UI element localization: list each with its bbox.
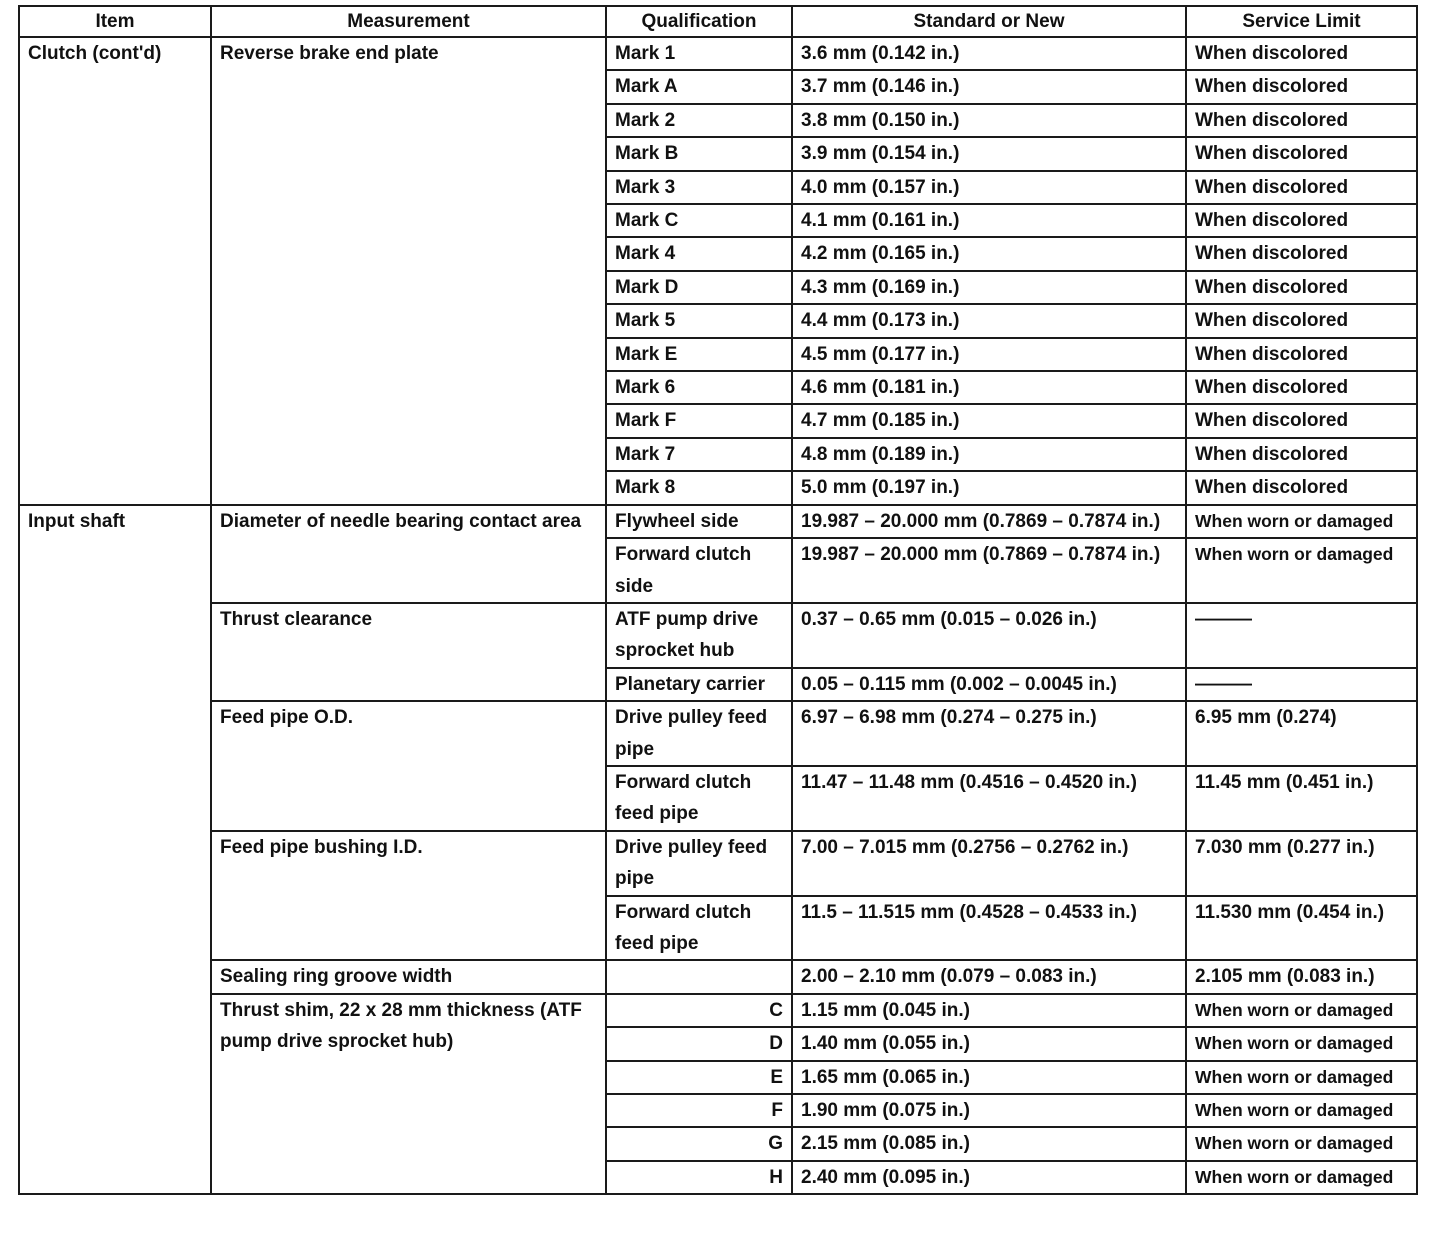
- standard-cell: 2.15 mm (0.085 in.): [792, 1127, 1186, 1160]
- standard-cell: 3.8 mm (0.150 in.): [792, 104, 1186, 137]
- standard-cell: 3.6 mm (0.142 in.): [792, 37, 1186, 70]
- limit-cell: When discolored: [1186, 37, 1417, 70]
- qualification-cell: Mark 8: [606, 471, 792, 504]
- qualification-cell: Mark 6: [606, 371, 792, 404]
- limit-cell: When discolored: [1186, 438, 1417, 471]
- header-item: Item: [19, 6, 211, 37]
- limit-cell: When discolored: [1186, 404, 1417, 437]
- qualification-cell: Forward clutch feed pipe: [606, 766, 792, 831]
- limit-cell: When discolored: [1186, 104, 1417, 137]
- standard-cell: 7.00 – 7.015 mm (0.2756 – 0.2762 in.): [792, 831, 1186, 896]
- standard-cell: 1.15 mm (0.045 in.): [792, 994, 1186, 1027]
- limit-cell: When worn or damaged: [1186, 994, 1417, 1027]
- header-service-limit: Service Limit: [1186, 6, 1417, 37]
- qualification-cell: Drive pulley feed pipe: [606, 701, 792, 766]
- standard-cell: 19.987 – 20.000 mm (0.7869 – 0.7874 in.): [792, 505, 1186, 538]
- header-row: [19, 6, 1417, 37]
- qualification-cell: Mark 2: [606, 104, 792, 137]
- header-measurement: Measurement: [211, 6, 606, 37]
- qualification-cell: G: [606, 1127, 792, 1160]
- qualification-cell: Planetary carrier: [606, 668, 792, 701]
- limit-cell: When discolored: [1186, 70, 1417, 103]
- limit-cell: When discolored: [1186, 371, 1417, 404]
- measurement-cell: Feed pipe bushing I.D.: [211, 831, 606, 961]
- standard-cell: 4.2 mm (0.165 in.): [792, 237, 1186, 270]
- header-standard: Standard or New: [792, 6, 1186, 37]
- qualification-cell: F: [606, 1094, 792, 1127]
- limit-cell: When worn or damaged: [1186, 1061, 1417, 1094]
- qualification-cell: Mark C: [606, 204, 792, 237]
- measurement-cell: Feed pipe O.D.: [211, 701, 606, 831]
- standard-cell: 1.40 mm (0.055 in.): [792, 1027, 1186, 1060]
- standard-cell: 0.05 – 0.115 mm (0.002 – 0.0045 in.): [792, 668, 1186, 701]
- standard-cell: 2.40 mm (0.095 in.): [792, 1161, 1186, 1194]
- qualification-cell: H: [606, 1161, 792, 1194]
- limit-cell: When discolored: [1186, 304, 1417, 337]
- qualification-cell: ATF pump drive sprocket hub: [606, 603, 792, 668]
- table-row: [19, 960, 1417, 993]
- standard-cell: 3.7 mm (0.146 in.): [792, 70, 1186, 103]
- limit-cell: When worn or damaged: [1186, 1094, 1417, 1127]
- standard-cell: 5.0 mm (0.197 in.): [792, 471, 1186, 504]
- qualification-cell: [606, 960, 792, 993]
- qualification-cell: Forward clutch feed pipe: [606, 896, 792, 961]
- table-row: [19, 37, 1417, 70]
- item-cell: Input shaft: [19, 505, 211, 1195]
- qualification-cell: Mark B: [606, 137, 792, 170]
- limit-cell: When worn or damaged: [1186, 1161, 1417, 1194]
- table-row: [19, 505, 1417, 538]
- standard-cell: 4.3 mm (0.169 in.): [792, 271, 1186, 304]
- standard-cell: 4.4 mm (0.173 in.): [792, 304, 1186, 337]
- limit-cell: 11.45 mm (0.451 in.): [1186, 766, 1417, 831]
- limit-cell: When discolored: [1186, 471, 1417, 504]
- standard-cell: 19.987 – 20.000 mm (0.7869 – 0.7874 in.): [792, 538, 1186, 603]
- limit-cell: 7.030 mm (0.277 in.): [1186, 831, 1417, 896]
- limit-cell: When discolored: [1186, 171, 1417, 204]
- qualification-cell: Mark 5: [606, 304, 792, 337]
- limit-cell: When discolored: [1186, 237, 1417, 270]
- standard-cell: 6.97 – 6.98 mm (0.274 – 0.275 in.): [792, 701, 1186, 766]
- header-qualification: Qualification: [606, 6, 792, 37]
- standard-cell: 1.90 mm (0.075 in.): [792, 1094, 1186, 1127]
- qualification-cell: Mark F: [606, 404, 792, 437]
- limit-cell: When worn or damaged: [1186, 505, 1417, 538]
- table-row: [19, 994, 1417, 1027]
- qualification-cell: E: [606, 1061, 792, 1094]
- standard-cell: 11.5 – 11.515 mm (0.4528 – 0.4533 in.): [792, 896, 1186, 961]
- standard-cell: 4.8 mm (0.189 in.): [792, 438, 1186, 471]
- limit-cell: 6.95 mm (0.274): [1186, 701, 1417, 766]
- standard-cell: 4.5 mm (0.177 in.): [792, 338, 1186, 371]
- limit-cell: When discolored: [1186, 137, 1417, 170]
- qualification-cell: D: [606, 1027, 792, 1060]
- qualification-cell: Drive pulley feed pipe: [606, 831, 792, 896]
- limit-cell: When discolored: [1186, 338, 1417, 371]
- table-row: [19, 701, 1417, 766]
- limit-cell: When discolored: [1186, 204, 1417, 237]
- qualification-cell: Mark 1: [606, 37, 792, 70]
- qualification-cell: Mark 4: [606, 237, 792, 270]
- standard-cell: 3.9 mm (0.154 in.): [792, 137, 1186, 170]
- spec-table: [18, 5, 1418, 1195]
- qualification-cell: Mark 3: [606, 171, 792, 204]
- qualification-cell: Mark D: [606, 271, 792, 304]
- measurement-cell: Sealing ring groove width: [211, 960, 606, 993]
- standard-cell: 4.1 mm (0.161 in.): [792, 204, 1186, 237]
- table-row: [19, 603, 1417, 668]
- qualification-cell: Forward clutch side: [606, 538, 792, 603]
- qualification-cell: Mark A: [606, 70, 792, 103]
- limit-cell: 2.105 mm (0.083 in.): [1186, 960, 1417, 993]
- standard-cell: 4.6 mm (0.181 in.): [792, 371, 1186, 404]
- qualification-cell: C: [606, 994, 792, 1027]
- measurement-cell: Thrust clearance: [211, 603, 606, 701]
- limit-cell: When discolored: [1186, 271, 1417, 304]
- standard-cell: 4.7 mm (0.185 in.): [792, 404, 1186, 437]
- limit-cell: When worn or damaged: [1186, 1127, 1417, 1160]
- qualification-cell: Mark 7: [606, 438, 792, 471]
- limit-cell: When worn or damaged: [1186, 1027, 1417, 1060]
- standard-cell: 11.47 – 11.48 mm (0.4516 – 0.4520 in.): [792, 766, 1186, 831]
- table-row: [19, 831, 1417, 896]
- measurement-cell: Reverse brake end plate: [211, 37, 606, 505]
- standard-cell: 1.65 mm (0.065 in.): [792, 1061, 1186, 1094]
- limit-cell: ———: [1186, 668, 1417, 701]
- standard-cell: 0.37 – 0.65 mm (0.015 – 0.026 in.): [792, 603, 1186, 668]
- item-cell: Clutch (cont'd): [19, 37, 211, 505]
- standard-cell: 2.00 – 2.10 mm (0.079 – 0.083 in.): [792, 960, 1186, 993]
- limit-cell: 11.530 mm (0.454 in.): [1186, 896, 1417, 961]
- standard-cell: 4.0 mm (0.157 in.): [792, 171, 1186, 204]
- limit-cell: When worn or damaged: [1186, 538, 1417, 603]
- limit-cell: ———: [1186, 603, 1417, 668]
- qualification-cell: Flywheel side: [606, 505, 792, 538]
- measurement-cell: Thrust shim, 22 x 28 mm thickness (ATF pump drive sprocket hub): [211, 994, 606, 1194]
- qualification-cell: Mark E: [606, 338, 792, 371]
- measurement-cell: Diameter of needle bearing contact area: [211, 505, 606, 603]
